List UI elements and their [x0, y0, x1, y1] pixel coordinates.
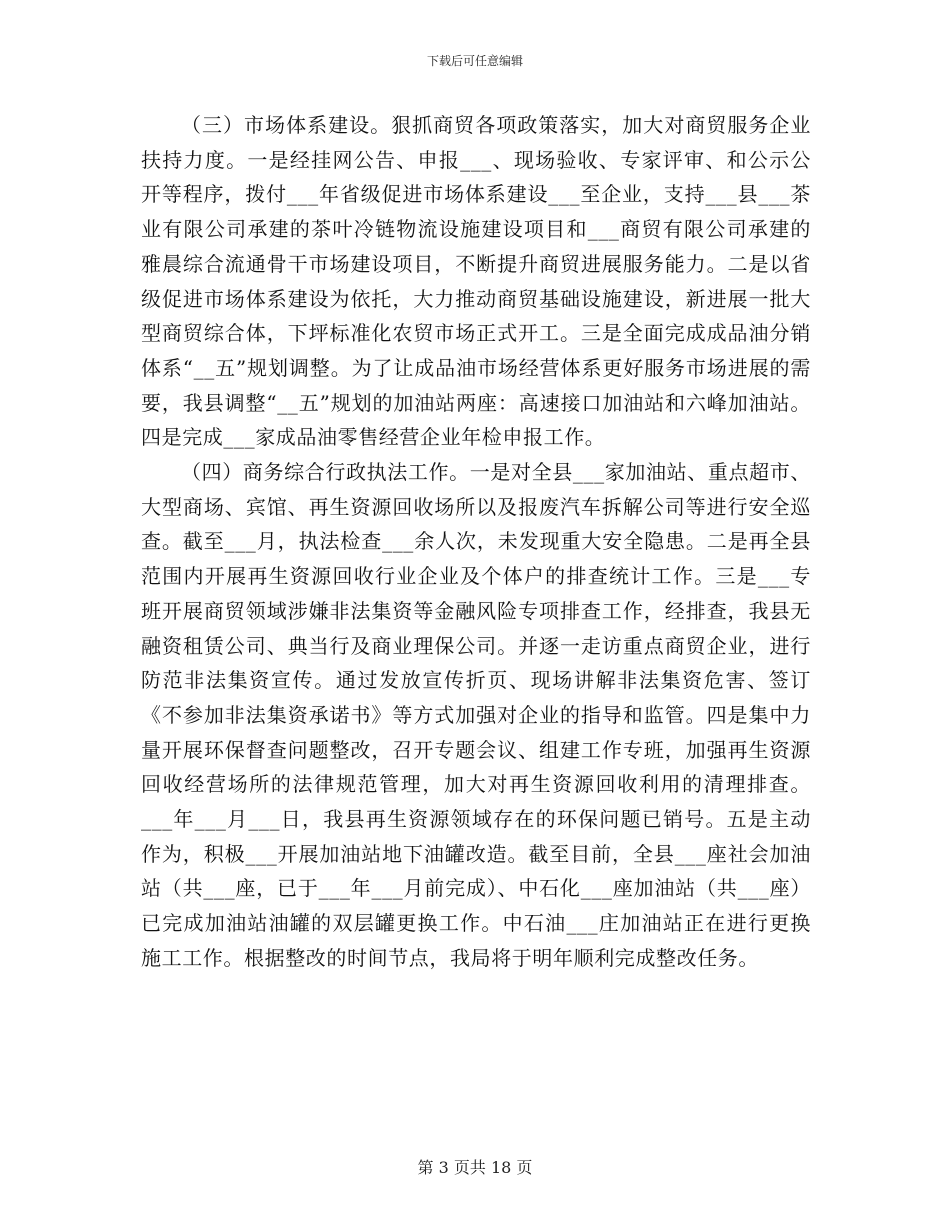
page-header-note: 下载后可任意编辑: [426, 54, 523, 68]
paragraph-law-enforcement: （四）商务综合行政执法工作。一是对全县___家加油站、重点超市、大型商场、宾馆、再生资源回收场所以及报废汽车拆解公司等进行安全巡查。截至___月，执法检查___余人次，未发现重大安全隐患。二是再全县范围内开展再生资源回收行业企业及个体户的排查统计工作。三是___专班开展商贸领域涉嫌非法集资等金融风险专项排查工作，经排查，我县无融资租赁公司、典当行及商业理保公司。并逐一走访重点商贸企业，进行防范非法集资宣传。通过发放宣传折页、现场讲解非法集资危害、签订《不参加非法集资承诺书》等方式加强对企业的指导和监管。四是集中力量开展环保督查问题整改，召开专题会议、组建工作专班，加强再生资源回收经营场所的法律规范管理，加大对再生资源回收利用的清理排查。___年___月___日，我县再生资源领域存在的环保问题已销号。五是主动作为，积极___开展加油站地下油罐改造。截至目前，全县___座社会加油站（共___座，已于___年___月前完成）、中石化___座加油站（共___座）已完成加油站油罐的双层罐更换工作。中石油___庄加油站正在进行更换施工工作。根据整改的时间节点，我局将于明年顺利完成整改任务。: [141, 460, 811, 970]
document-body: [141, 108, 811, 976]
page-number: 第 3 页共 18 页: [417, 1158, 533, 1177]
paragraph-market-system: （三）市场体系建设。狠抓商贸各项政策落实，加大对商贸服务企业扶持力度。一是经挂网公告、申报___、现场验收、专家评审、和公示公开等程序，拨付___年省级促进市场体系建设___至企业，支持___县___茶业有限公司承建的茶叶冷链物流设施建设项目和___商贸有限公司承建的雅晨综合流通骨干市场建设项目，不断提升商贸进展服务能力。二是以省级促进市场体系建设为依托，大力推动商贸基础设施建设，新进展一批大型商贸综合体，下坪标准化农贸市场正式开工。三是全面完成成品油分销体系“__五”规划调整。为了让成品油市场经营体系更好服务市场进展的需要，我县调整“__五”规划的加油站两座：高速接口加油站和六峰加油站。四是完成___家成品油零售经营企业年检申报工作。: [141, 113, 811, 450]
